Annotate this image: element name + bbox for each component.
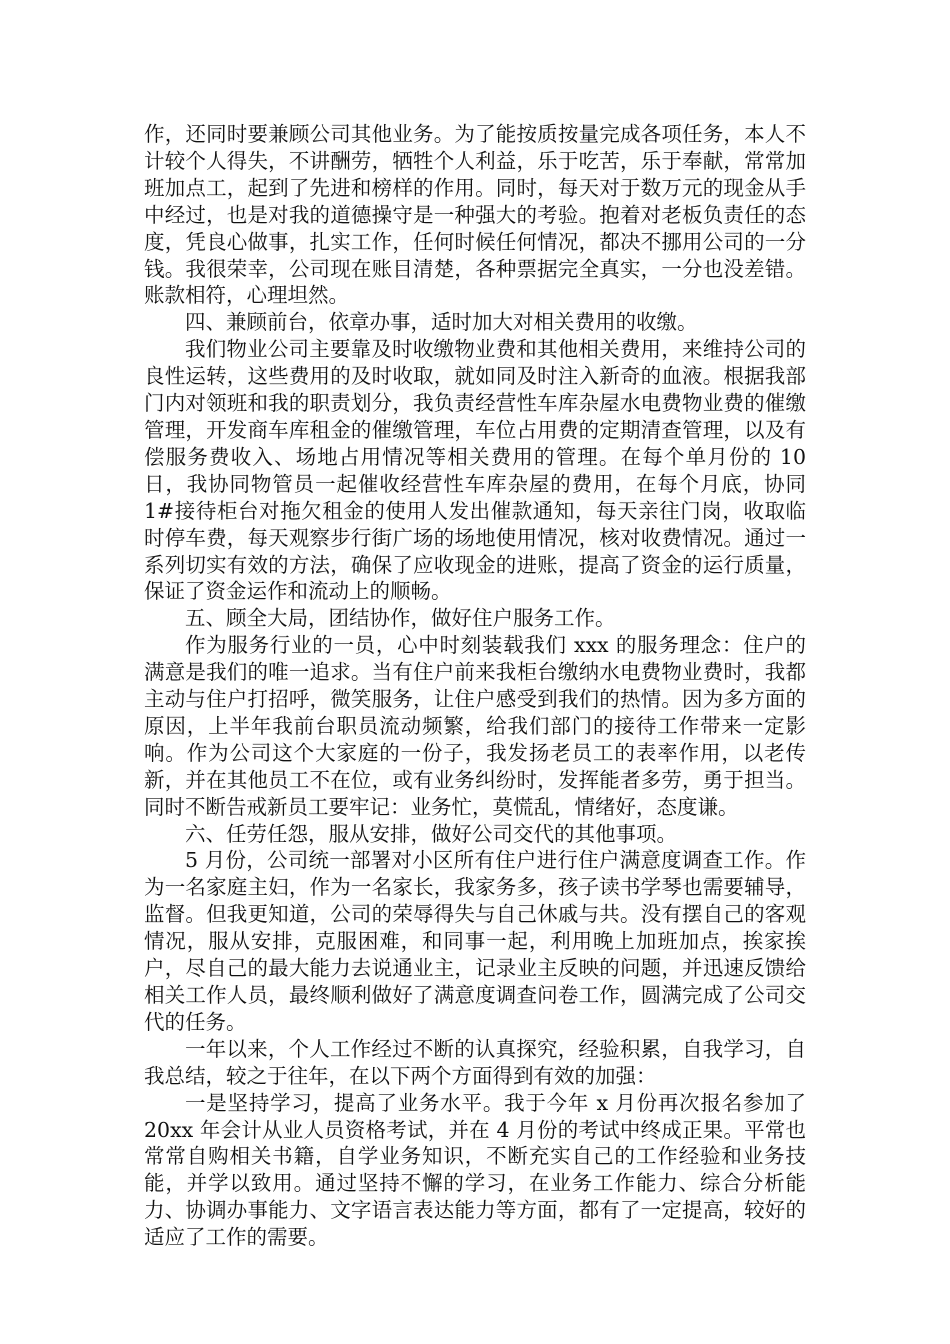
paragraph-continued-learning: 一是坚持学习，提高了业务水平。我于今年 x 月份再次报名参加了 20xx 年会计从业人员资格考试，并在 4 月份的考试中终成正果。平常也常常自购相关书籍，自学业务知识，不断充实自己的工作经验和业务技能，并学以致用。通过坚持不懈的学习，在业务工作能力、综合分析能力、协调办事能力、文字语言表达能力等方面，都有了一定提高，较好的适应了工作的需要。 [144, 1090, 806, 1250]
section-heading-6: 六、任劳任怨，服从安排，做好公司交代的其他事项。 [185, 821, 677, 846]
document-body [144, 121, 806, 1251]
paragraph-resident-service: 作为服务行业的一员，心中时刻装载我们 xxx 的服务理念：住户的满意是我们的唯一追求。当有住户前来我柜台缴纳水电费物业费时，我都主动与住户打招呼，微笑服务，让住户感受到我们的热情。因为多方面的原因，上半年我前台职员流动频繁，给我们部门的接待工作带来一定影响。作为公司这个大家庭的一份子，我发扬老员工的表率作用，以老传新，并在其他员工不在位，或有业务纠纷时，发挥能者多劳，勇于担当。同时不断告戒新员工要牢记：业务忙，莫慌乱，情绪好，态度谦。 [144, 633, 806, 819]
paragraph-year-summary: 一年以来，个人工作经过不断的认真探究，经验积累，自我学习，自我总结，较之于往年，在以下两个方面得到有效的加强： [144, 1036, 806, 1088]
paragraph-continuation: 作，还同时要兼顾公司其他业务。为了能按质按量完成各项任务，本人不计较个人得失，不讲酬劳，牺牲个人利益，乐于吃苦，乐于奉献，常常加班加点工，起到了先进和榜样的作用。同时，每天对于数万元的现金从手中经过，也是对我的道德操守是一种强大的考验。抱着对老板负责任的态度，凭良心做事，扎实工作，任何时候任何情况，都决不挪用公司的一分钱。我很荣幸，公司现在账目清楚，各种票据完全真实，一分也没差错。账款相符，心理坦然。 [144, 122, 806, 308]
paragraph-satisfaction-survey: 5 月份，公司统一部署对小区所有住户进行住户满意度调查工作。作为一名家庭主妇，作为一名家长，我家务多，孩子读书学琴也需要辅导，监督。但我更知道，公司的荣辱得失与自己休戚与共。没有摆自己的客观情况，服从安排，克服困难，和同事一起，利用晚上加班加点，挨家挨户，尽自己的最大能力去说通业主，记录业主反映的问题，并迅速反馈给相关工作人员，最终顺利做好了满意度调查问卷工作，圆满完成了公司交代的任务。 [144, 848, 806, 1034]
paragraph-fee-collection: 我们物业公司主要靠及时收缴物业费和其他相关费用，来维持公司的良性运转，这些费用的及时收取，就如同及时注入新奇的血液。根据我部门内对领班和我的职责划分，我负责经营性车库杂屋水电费物业费的催缴管理，开发商车库租金的催缴管理，车位占用费的定期清查管理，以及有偿服务费收入、场地占用情况等相关费用的管理。在每个单月份的 10 日，我协同物管员一起催收经营性车库杂屋的费用，在每个月底，协同 1#接待柜台对拖欠租金的使用人发出催款通知，每天亲往门岗，收取临时停车费，每天观察步行街广场的场地使用情况，核对收费情况。通过一系列切实有效的方法，确保了应收现金的进账，提高了资金的运行质量，保证了资金运作和流动上的顺畅。 [144, 337, 806, 604]
section-heading-5: 五、顾全大局，团结协作，做好住户服务工作。 [185, 606, 616, 631]
section-heading-4: 四、兼顾前台，依章办事，适时加大对相关费用的收缴。 [185, 310, 698, 335]
